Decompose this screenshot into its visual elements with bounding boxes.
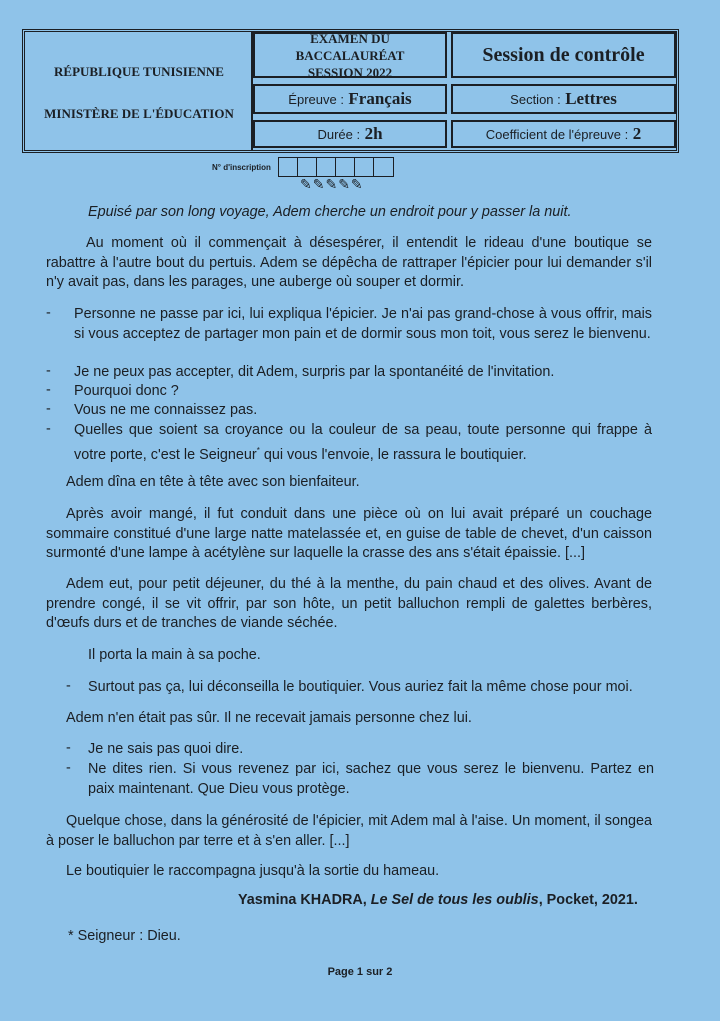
coef-label: Coefficient de l'épreuve : — [485, 126, 629, 142]
dash-marker: - — [66, 678, 71, 694]
intro-text: Epuisé par son long voyage, Adem cherche un endroit pour y passer la nuit. — [88, 204, 572, 220]
author: Yasmina KHADRA, — [238, 892, 371, 908]
source-reference — [238, 892, 638, 908]
publisher: , Pocket, 2021. — [538, 892, 638, 908]
epreuve-value: Français — [348, 89, 412, 108]
dash-marker: - — [46, 363, 51, 379]
dialog-line: Surtout pas ça, lui déconseilla le boutiquier. Vous auriez fait la même chose pour moi. — [88, 679, 633, 695]
inscription-label: N° d'inscription — [212, 162, 271, 172]
duree-box — [253, 120, 447, 148]
exam-title-box — [253, 32, 447, 78]
exam-title: EXAMEN DU BACCALAURÉAT — [295, 30, 405, 63]
footnote-marker: * — [256, 445, 260, 455]
paragraph-8: Le boutiquier le raccompagna jusqu'à la sortie du hameau. — [66, 863, 440, 879]
section-box — [451, 84, 676, 114]
dialog-line: Je ne peux pas accepter, dit Adem, surpris par la spontanéité de l'invitation. — [74, 364, 555, 380]
section-value: Lettres — [565, 89, 617, 108]
header-left-block — [25, 32, 253, 150]
pencil-decoration-icon: ✎✎✎✎✎ — [300, 176, 364, 192]
inscription-field — [212, 157, 394, 177]
paragraph-2: Adem dîna en tête à tête avec son bienfaiteur. — [66, 474, 360, 490]
exam-header — [22, 29, 679, 153]
paragraph-3: Après avoir mangé, il fut conduit dans une pièce où on lui avait préparé un couchage sommaire constitué d'une large natte matelassée et, en guise de table de chevet, d'un caisson surmonté d'une lampe à acétylène sur laquelle la crasse des ans s'était épaissie. [...] — [46, 506, 652, 561]
session-box: Session de contrôle — [451, 32, 676, 78]
dialog-line: Je ne sais pas quoi dire. — [88, 741, 244, 757]
epreuve-box — [253, 84, 447, 114]
dash-marker: - — [46, 382, 51, 398]
paragraph-5: Il porta la main à sa poche. — [88, 647, 261, 663]
dialog-line-part: Quelles que soient sa croyance ou la couleur de sa peau, toute personne qui frappe à votre porte, c'est le Seigneur — [74, 422, 652, 463]
paragraph-7: Quelque chose, dans la générosité de l'épicier, mit Adem mal à l'aise. Un moment, il songea à poser le balluchon par terre et à s'en aller. [...] — [46, 813, 652, 849]
dialog-line: Pourquoi donc ? — [74, 383, 179, 399]
section-label: Section : — [510, 91, 561, 107]
paragraph-6: Adem n'en était pas sûr. Il ne recevait jamais personne chez lui. — [66, 710, 472, 726]
ministry-label: MINISTÈRE DE L'ÉDUCATION — [44, 106, 234, 121]
dash-marker: - — [66, 740, 71, 756]
dialog-line: Personne ne passe par ici, lui expliqua l'épicier. Je n'ai pas grand-chose à vous offrir, mais si vous acceptez de partager mon pain et de dormir sous mon toit, vous serez le bienvenu. — [74, 306, 652, 342]
paragraph-1: Au moment où il commençait à désespérer, il entendit le rideau d'une boutique se rabattre à l'autre bout du pertuis. Adem se dépêcha de rattraper l'épicier pour lui demander s'il n'y avait pas, dans les parages, une auberge où souper et dormir. — [46, 235, 652, 290]
dash-marker: - — [46, 305, 51, 321]
duree-label: Durée : — [317, 126, 361, 142]
duree-value: 2h — [364, 124, 383, 143]
paragraph-4: Adem eut, pour petit déjeuner, du thé à la menthe, du pain chaud et des olives. Avant de prendre congé, il se vit offrir, par son hôte, un petit balluchon rempli de galettes berbères, d'œufs durs et de tranches de viande séchée. — [46, 576, 652, 631]
exam-session: SESSION 2022 — [307, 64, 393, 80]
dialog-line-part: qui vous l'envoie, le rassura le boutiquier. — [259, 446, 527, 463]
book-title: Le Sel de tous les oublis — [370, 892, 539, 908]
epreuve-label: Épreuve : — [288, 91, 344, 107]
footnote: * Seigneur : Dieu. — [68, 928, 181, 944]
inscription-boxes[interactable] — [278, 157, 394, 177]
dash-marker: - — [46, 401, 51, 417]
dash-marker: - — [66, 760, 71, 776]
dash-marker: - — [46, 421, 51, 437]
coef-value: 2 — [632, 124, 642, 143]
page-number: Page 1 sur 2 — [327, 966, 393, 978]
coef-box — [451, 120, 676, 148]
dialog-line: Ne dites rien. Si vous revenez par ici, sachez que vous serez le bienvenu. Partez en paix maintenant. Que Dieu vous protège. — [88, 761, 654, 797]
dialog-line: Vous ne me connaissez pas. — [74, 402, 258, 418]
dialog-line — [74, 421, 652, 465]
republic-label: RÉPUBLIQUE TUNISIENNE — [54, 64, 224, 79]
